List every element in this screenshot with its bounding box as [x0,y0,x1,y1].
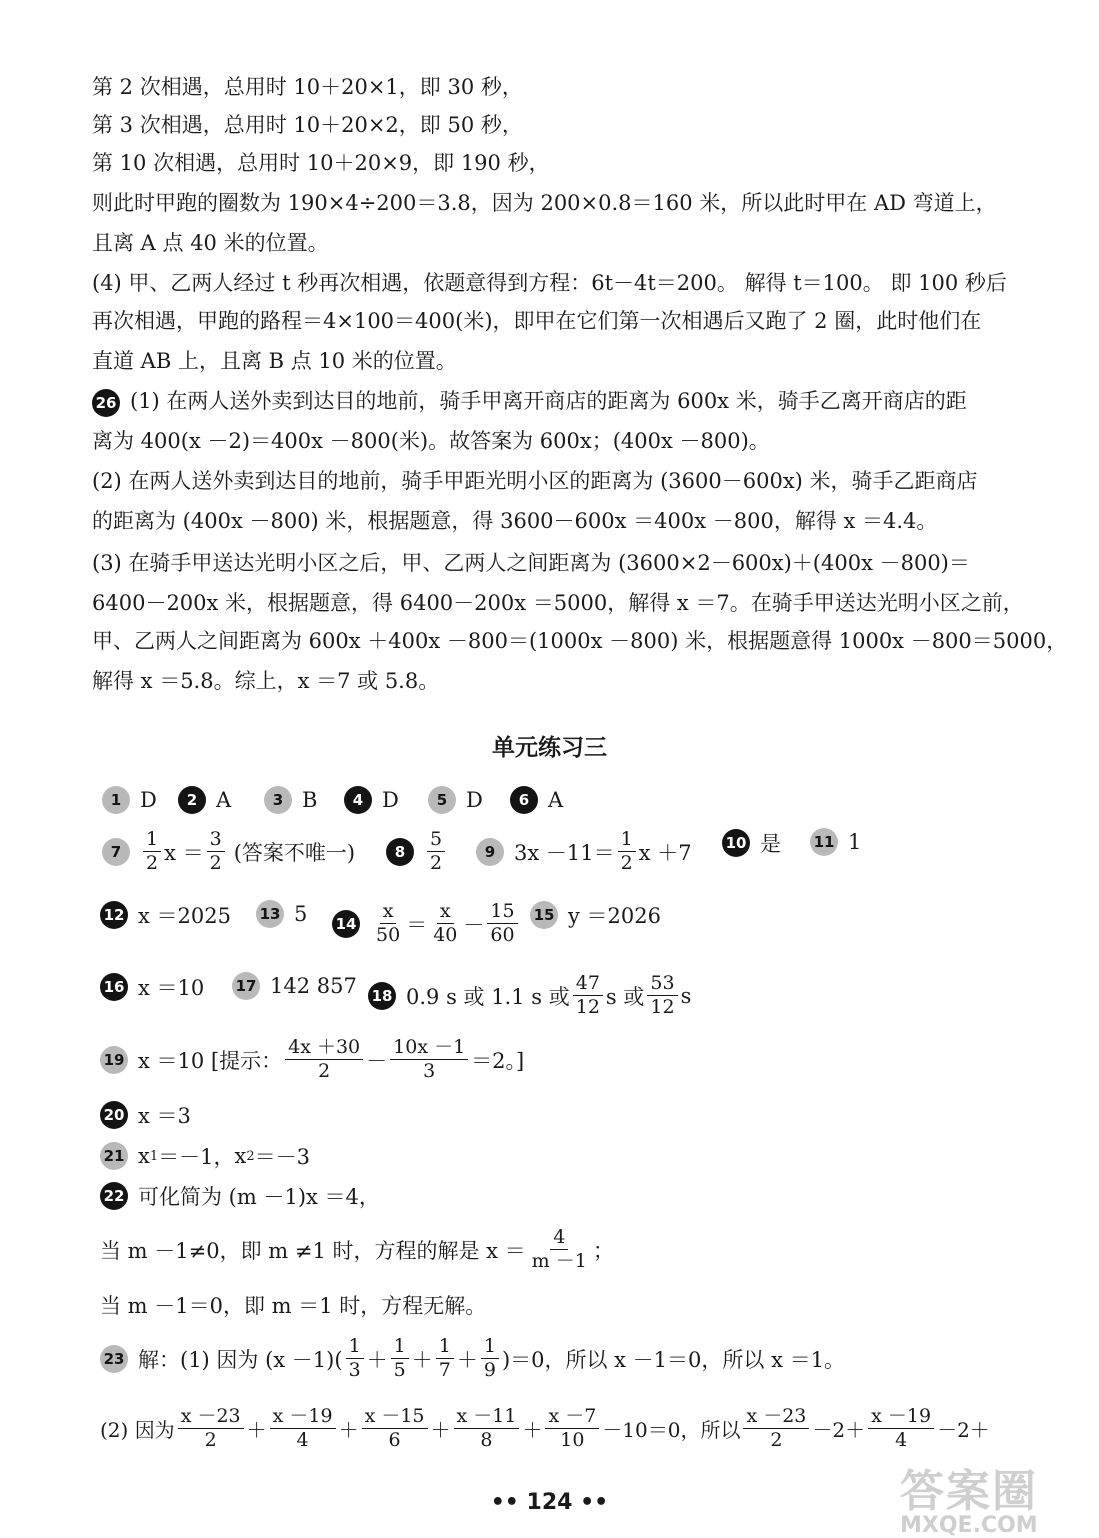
answer-text: 解：(1) 因为 (x －1)( [138,1347,343,1372]
numerator: 4 [550,1226,568,1250]
fraction [430,900,460,947]
fraction [346,1335,364,1382]
numerator: 1 [391,1335,409,1359]
question-number-badge: 14 [332,910,360,938]
answer-text: x ＝ [164,840,204,865]
answer-text: ； [592,1238,614,1263]
answer-text: －2＋ [812,1418,866,1442]
fraction [573,972,603,1019]
subscript: 2 [246,1148,255,1164]
answer-text: 5 [294,902,308,926]
answer-text: ＝－3 [254,1145,310,1169]
denominator: 2 [204,1429,217,1451]
answer-2 [178,786,231,814]
denominator: 2 [430,852,443,874]
fraction [143,828,161,875]
question-number-badge: 26 [92,389,120,417]
question-number-badge: 19 [100,1046,128,1074]
answer-text: x ＝10 [提示： [138,1048,283,1073]
text-line: 离为 400(x －2)＝400x －800(米)。故答案为 600x；(400x －800)。 [92,429,770,453]
numerator: 1 [436,1335,454,1359]
numerator: 4x ＋30 [285,1036,363,1060]
fraction [362,1405,428,1452]
watermark-url: MXQE.COM [900,1513,1038,1538]
fraction [436,1335,454,1382]
fraction [391,1335,409,1382]
question-number-badge: 4 [344,786,372,814]
question-26-line [92,386,967,417]
answer-22-case-1 [100,1226,614,1273]
numerator: x －15 [362,1405,428,1429]
text-line: 的距离为 (400x －800) 米，根据题意，得 3600－600x ＝400x －800，解得 x ＝4.4。 [92,509,938,533]
text-line: (2) 在两人送外卖到达目的地前，骑手甲距光明小区的距离为 (3600－600x) 米，骑手乙距商店 [92,469,978,493]
answer-17 [232,972,357,1000]
answer-text: 当 m －1＝0，即 m ＝1 时，方程无解。 [100,1294,487,1318]
answer-text: ＋ [366,1347,388,1372]
answer-text: y ＝2026 [568,904,661,928]
text-line: (4) 甲、乙两人经过 t 秒再次相遇，依题意得到方程：6t－4t＝200。 解得 t＝100。 即 100 秒后 [92,271,1007,295]
answer-11 [810,828,861,856]
denominator: 2 [318,1060,331,1082]
page-number: •• 124 •• [490,1490,609,1515]
answer-text: D [466,788,483,812]
answer-9 [476,828,692,875]
question-number-badge: 10 [722,829,750,857]
answer-10 [722,828,781,858]
question-number-badge: 6 [510,786,538,814]
denominator: 2 [209,852,222,874]
answer-text: D [140,788,157,812]
numerator: x －19 [270,1405,336,1429]
answer-6 [510,786,563,814]
fraction [481,1335,499,1382]
text-line: 则此时甲跑的圈数为 190×4÷200＝3.8，因为 200×0.8＝160 米，所以此时甲在 AD 弯道上， [92,191,997,215]
numerator: 1 [143,828,161,852]
numerator: 53 [647,972,677,996]
text-line: 再次相遇，甲跑的路程＝4×100＝400(米)，即甲在它们第一次相遇后又跑了 2 圈，此时他们在 [92,309,982,333]
question-number-badge: 12 [100,901,128,929]
question-number-badge: 13 [256,900,284,928]
fraction [390,1036,468,1083]
answer-4 [344,786,399,814]
answer-18 [368,972,691,1019]
answer-7 [102,828,355,875]
answer-text: B [302,788,318,812]
denominator: 4 [895,1429,908,1451]
question-number-badge: 17 [232,972,260,1000]
fraction [743,1405,809,1452]
answer-text: x [138,1144,150,1168]
numerator: 1 [481,1335,499,1359]
denominator: 2 [146,852,159,874]
answer-text: 142 857 [270,974,357,998]
denominator: 40 [433,924,458,946]
denominator: 2 [620,852,633,874]
answer-text: － [366,1048,388,1073]
numerator: x [437,900,454,924]
fraction [618,828,636,875]
answer-text: x ＋7 [638,840,692,865]
fraction [647,972,677,1019]
answer-text: ＋ [338,1418,359,1442]
denominator: 7 [438,1359,451,1381]
answer-21 [100,1141,310,1171]
answer-text: )＝0，所以 x －1＝0，所以 x ＝1。 [501,1347,845,1372]
numerator: x －23 [743,1405,809,1429]
answer-3 [264,786,317,814]
answer-23-part-1 [100,1335,845,1382]
answer-22-case-2 [100,1290,486,1320]
question-number-badge: 23 [100,1345,128,1373]
question-number-badge: 8 [386,838,414,866]
answer-text: s [680,983,692,1008]
fraction [207,828,225,875]
section-title: 单元练习三 [492,735,607,761]
question-number-badge: 22 [100,1182,128,1210]
denominator: 3 [348,1359,361,1381]
question-number-badge: 21 [100,1142,128,1170]
numerator: 1 [346,1335,364,1359]
text: (1) 在两人送外卖到达目的地前，骑手甲离开商店的距离为 600x 米，骑手乙离开商店的距 [130,389,967,413]
question-number-badge: 11 [810,828,838,856]
text-line: 6400－200x 米，根据题意，得 6400－200x ＝5000，解得 x ＝7。在骑手甲送达光明小区之前， [92,591,1024,615]
answer-text: － [463,912,485,937]
numerator: x －11 [454,1405,520,1429]
denominator: 6 [388,1429,401,1451]
answer-text: D [382,788,399,812]
answer-text: 3x －11＝ [514,840,615,865]
subscript: 1 [149,1148,159,1164]
answer-text: s 或 [605,984,645,1009]
question-number-badge: 20 [100,1101,128,1129]
answer-text: 当 m －1≠0，即 m ≠1 时，方程的解是 x ＝ [100,1238,526,1263]
answer-8 [386,828,448,875]
fraction [178,1405,244,1452]
numerator: x －7 [545,1405,599,1429]
fraction [285,1036,363,1083]
answer-16 [100,972,204,1002]
numerator: x [380,900,397,924]
answer-text: ＝ [406,912,428,937]
fraction [487,900,517,947]
answer-text: x [234,1144,247,1168]
denominator: 2 [770,1429,783,1451]
text-line: 第 2 次相遇，总用时 10＋20×1，即 30 秒， [92,75,523,99]
answer-text: A [216,788,232,812]
answer-text: ＋ [430,1418,451,1442]
denominator: 5 [393,1359,406,1381]
answer-text: 0.9 s 或 1.1 s 或 [406,984,570,1009]
answer-text: ＋ [456,1347,478,1372]
text-line: 甲、乙两人之间距离为 600x ＋400x －800＝(1000x －800) 米，根据题意得 1000x －800＝5000， [92,629,1068,653]
numerator: 47 [573,972,603,996]
answer-20 [100,1100,191,1130]
fraction [373,900,403,947]
question-number-badge: 2 [178,786,206,814]
answer-text: 1 [848,830,862,854]
denominator: 50 [376,924,401,946]
fraction [545,1405,599,1452]
fraction [427,828,445,875]
text-line: 解得 x ＝5.8。综上，x ＝7 或 5.8。 [92,669,440,693]
answer-14 [332,900,521,947]
answer-text: 可化简为 (m －1)x ＝4， [138,1185,380,1209]
text-line: (3) 在骑手甲送达光明小区之后，甲、乙两人之间距离为 (3600×2－600x)＋(400x －800)＝ [92,551,970,575]
text-line: 且离 A 点 40 米的位置。 [92,231,329,255]
answer-5 [428,786,483,814]
denominator: m －1 [531,1250,587,1272]
answer-text: (2) 因为 [100,1418,175,1442]
question-number-badge: 9 [476,838,504,866]
answer-text: x ＝10 [138,976,205,1000]
fraction [270,1405,336,1452]
numerator: x －23 [178,1405,244,1429]
numerator: 15 [487,900,517,924]
numerator: x －19 [868,1405,934,1429]
text-line: 第 10 次相遇，总用时 10＋20×9，即 190 秒， [92,151,550,175]
question-number-badge: 5 [428,786,456,814]
watermark-logo [900,1455,1090,1538]
denominator: 12 [650,996,675,1018]
question-number-badge: 16 [100,973,128,1001]
denominator: 8 [480,1429,493,1451]
numerator: 1 [618,828,636,852]
denominator: 4 [296,1429,309,1451]
answer-15 [530,900,661,930]
answer-text: A [548,788,564,812]
question-number-badge: 1 [102,786,130,814]
watermark-text: 答案圈 [900,1466,1038,1517]
answer-note: (答案不唯一) [233,840,356,865]
answer-text: ＋ [246,1418,267,1442]
numerator: 3 [207,828,225,852]
numerator: 10x －1 [390,1036,468,1060]
answer-text: ＝2。] [471,1048,525,1073]
denominator: 10 [560,1429,585,1451]
answer-text: ＝－1， [158,1145,235,1169]
question-number-badge: 7 [102,838,130,866]
answer-text: －10＝0，所以 [602,1418,741,1442]
text-line: 第 3 次相遇，总用时 10＋20×2，即 50 秒， [92,113,523,137]
answer-19 [100,1036,524,1083]
answer-1 [102,786,157,814]
answer-text: x ＝2025 [138,904,231,928]
answer-text: ＋ [411,1347,433,1372]
answer-text: －2＋ [937,1418,990,1442]
fraction [454,1405,520,1452]
text-line: 直道 AB 上，且离 B 点 10 米的位置。 [92,349,457,373]
denominator: 60 [490,924,515,946]
question-number-badge: 18 [368,982,396,1010]
answer-text: ＋ [522,1418,543,1442]
denominator: 3 [423,1060,436,1082]
fraction [868,1405,934,1452]
answer-text: x ＝3 [138,1104,191,1128]
answer-22 [100,1181,380,1211]
question-number-badge: 15 [530,901,558,929]
answer-23-part-2 [100,1405,990,1452]
denominator: 12 [575,996,600,1018]
question-number-badge: 3 [264,786,292,814]
answer-13 [256,900,307,928]
fraction [529,1226,590,1273]
answer-text: 是 [760,832,781,856]
denominator: 9 [483,1359,496,1381]
answer-12 [100,900,231,930]
numerator: 5 [427,828,445,852]
